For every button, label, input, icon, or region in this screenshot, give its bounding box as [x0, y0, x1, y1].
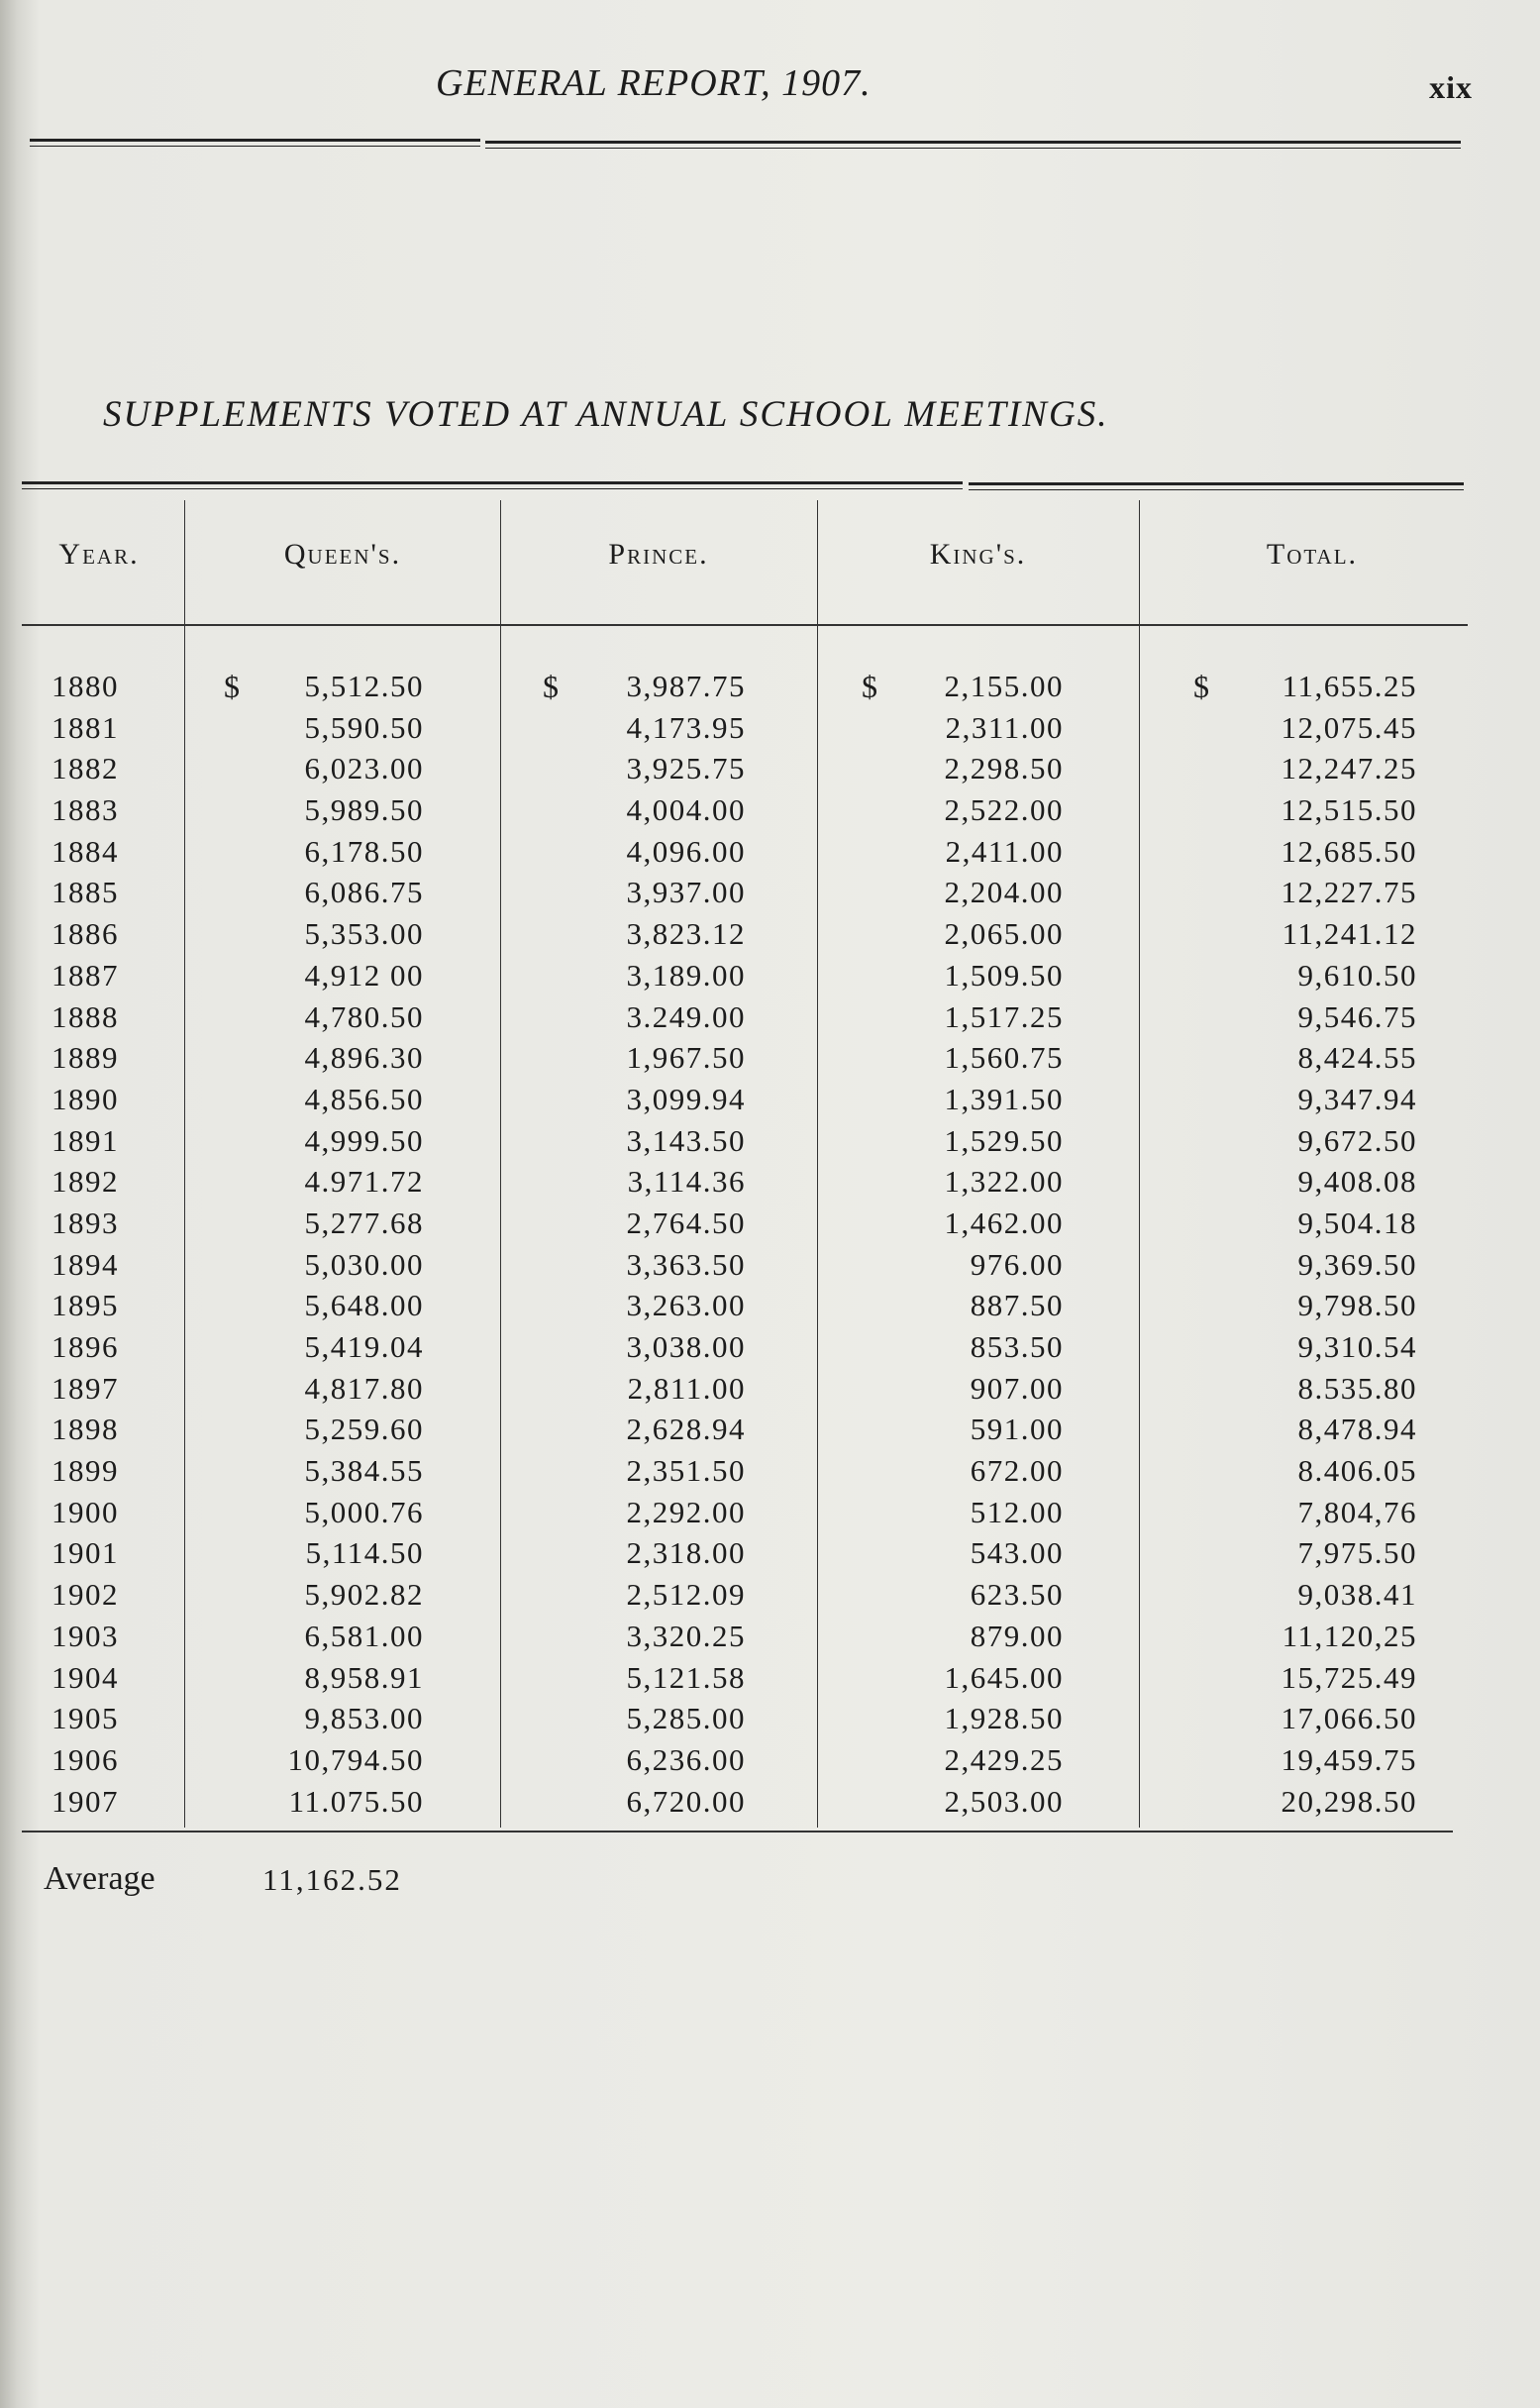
queens-cell: 11.075.50: [288, 1783, 424, 1819]
kings-cell: 907.00: [970, 1370, 1064, 1406]
table-row: [0, 1205, 1540, 1247]
table-body: [0, 669, 1540, 1825]
table-row: [0, 792, 1540, 834]
header-total: Total.: [1266, 538, 1359, 571]
kings-cell: 1,645.00: [944, 1659, 1064, 1695]
table-row: [0, 1619, 1540, 1660]
year-cell: 1900: [51, 1494, 119, 1529]
kings-cell: 2,204.00: [944, 875, 1064, 910]
total-cell: 8.535.80: [1297, 1370, 1417, 1406]
year-cell: 1885: [51, 875, 119, 910]
total-cell: 9,546.75: [1297, 998, 1417, 1034]
table-row: [0, 1701, 1540, 1742]
prince-cell: 1,967.50: [626, 1040, 746, 1076]
prince-cell: 3,937.00: [626, 875, 746, 910]
table-title: SUPPLEMENTS VOTED AT ANNUAL SCHOOL MEETINGS.: [103, 394, 1109, 435]
prince-cell: 4,173.95: [626, 709, 746, 745]
prince-cell: 3,320.25: [626, 1618, 746, 1653]
table-row: [0, 1784, 1540, 1826]
average-label: Average: [44, 1860, 155, 1897]
queens-cell: 5,259.60: [304, 1412, 424, 1447]
queens-cell: 5,000.76: [304, 1494, 424, 1529]
year-cell: 1884: [51, 833, 119, 869]
kings-cell: 1,509.50: [944, 957, 1064, 993]
prince-cell: 6,720.00: [626, 1783, 746, 1819]
queens-cell: 6,086.75: [304, 875, 424, 910]
prince-cell: 2,351.50: [626, 1453, 746, 1489]
table-row: [0, 669, 1540, 710]
total-cell: 15,725.49: [1281, 1659, 1417, 1695]
table-row: [0, 1247, 1540, 1289]
total-cell: 12,685.50: [1281, 833, 1417, 869]
total-cell: 12,515.50: [1281, 792, 1417, 828]
kings-cell: 2,155.00: [944, 669, 1064, 703]
kings-cell: 2,429.25: [944, 1741, 1064, 1777]
header-rule-left: [30, 139, 480, 147]
kings-cell: 2,065.00: [944, 916, 1064, 952]
year-cell: 1895: [51, 1288, 119, 1323]
total-cell: 19,459.75: [1281, 1741, 1417, 1777]
kings-cell: 853.50: [970, 1329, 1064, 1364]
queens-cell: 10,794.50: [287, 1741, 424, 1777]
year-cell: 1890: [51, 1081, 119, 1116]
year-cell: 1897: [51, 1370, 119, 1406]
total-cell: 9,310.54: [1297, 1329, 1417, 1364]
queens-cell: 6,023.00: [304, 751, 424, 786]
total-cell: 11,241.12: [1282, 916, 1417, 952]
total-cell: 12,247.25: [1281, 751, 1417, 786]
year-cell: 1886: [51, 916, 119, 952]
running-head: [0, 61, 1540, 121]
kings-cell: 879.00: [970, 1618, 1064, 1653]
kings-cell: 2,522.00: [944, 792, 1064, 828]
table-row: [0, 1082, 1540, 1123]
kings-cell: 887.50: [970, 1288, 1064, 1323]
table-row: [0, 751, 1540, 792]
dollar-sign-prince: $: [543, 669, 559, 704]
prince-cell: 3,925.75: [626, 751, 746, 786]
prince-cell: 3,114.36: [627, 1164, 746, 1200]
prince-cell: 4,004.00: [626, 792, 746, 828]
queens-cell: 5,353.00: [304, 916, 424, 952]
queens-cell: 4.971.72: [304, 1164, 424, 1200]
kings-cell: 2,298.50: [944, 751, 1064, 786]
dollar-sign-queens: $: [224, 669, 240, 704]
average-value: 11,162.52: [262, 1862, 402, 1897]
prince-cell: 6,236.00: [626, 1741, 746, 1777]
year-cell: 1882: [51, 751, 119, 786]
table-row: [0, 1123, 1540, 1165]
table-row: [0, 999, 1540, 1041]
total-cell: 9,672.50: [1297, 1122, 1417, 1158]
header-rule-right: [485, 141, 1461, 149]
queens-cell: 5,277.68: [304, 1204, 424, 1240]
table-row: [0, 1660, 1540, 1702]
prince-cell: 3.249.00: [626, 998, 746, 1034]
kings-cell: 1,928.50: [944, 1701, 1064, 1736]
header-year: Year.: [58, 538, 140, 571]
total-cell: 12,227.75: [1281, 875, 1417, 910]
table-row: [0, 710, 1540, 752]
queens-cell: 9,853.00: [304, 1701, 424, 1736]
table-top-rule-right: [969, 482, 1464, 490]
queens-cell: 4,817.80: [304, 1370, 424, 1406]
kings-cell: 1,462.00: [944, 1204, 1064, 1240]
total-cell: 17,066.50: [1281, 1701, 1417, 1736]
prince-cell: 5,121.58: [626, 1659, 746, 1695]
year-cell: 1893: [51, 1204, 119, 1240]
year-cell: 1887: [51, 957, 119, 993]
kings-cell: 512.00: [970, 1494, 1064, 1529]
header-queens: Queen's.: [283, 538, 402, 571]
table-row: [0, 875, 1540, 916]
prince-cell: 3,143.50: [626, 1122, 746, 1158]
prince-cell: 4,096.00: [626, 833, 746, 869]
year-cell: 1907: [51, 1783, 119, 1819]
table-row: [0, 1412, 1540, 1453]
queens-cell: 5,419.04: [304, 1329, 424, 1364]
table-row: [0, 1288, 1540, 1329]
table-row: [0, 1329, 1540, 1371]
prince-cell: 3,189.00: [626, 957, 746, 993]
running-title: GENERAL REPORT, 1907.: [436, 62, 872, 104]
year-cell: 1905: [51, 1701, 119, 1736]
prince-cell: 2,292.00: [626, 1494, 746, 1529]
table-row: [0, 1535, 1540, 1577]
queens-cell: 5,590.50: [304, 709, 424, 745]
prince-cell: 3,038.00: [626, 1329, 746, 1364]
total-cell: 11,120,25: [1282, 1618, 1417, 1653]
total-cell: 12,075.45: [1281, 709, 1417, 745]
year-cell: 1896: [51, 1329, 119, 1364]
year-cell: 1888: [51, 998, 119, 1034]
table-row: [0, 916, 1540, 958]
kings-cell: 543.00: [970, 1535, 1064, 1571]
prince-cell: 5,285.00: [626, 1701, 746, 1736]
page-number: xix: [1429, 69, 1473, 105]
prince-cell: 3,099.94: [626, 1081, 746, 1116]
kings-cell: 2,503.00: [944, 1783, 1064, 1819]
kings-cell: 1,517.25: [944, 998, 1064, 1034]
year-cell: 1904: [51, 1659, 119, 1695]
year-cell: 1903: [51, 1618, 119, 1653]
year-cell: 1883: [51, 792, 119, 828]
queens-cell: 5,384.55: [304, 1453, 424, 1489]
kings-cell: 672.00: [970, 1453, 1064, 1489]
kings-cell: 623.50: [970, 1577, 1064, 1613]
year-cell: 1891: [51, 1122, 119, 1158]
total-cell: 7,975.50: [1297, 1535, 1417, 1571]
total-cell: 20,298.50: [1281, 1783, 1417, 1819]
prince-cell: 2,318.00: [626, 1535, 746, 1571]
table-row: [0, 1371, 1540, 1413]
year-cell: 1906: [51, 1741, 119, 1777]
prince-cell: 3,263.00: [626, 1288, 746, 1323]
total-cell: 9,610.50: [1297, 957, 1417, 993]
year-cell: 1901: [51, 1535, 119, 1571]
queens-cell: 5,648.00: [304, 1288, 424, 1323]
total-cell: 11,655.25: [1282, 669, 1417, 703]
table-row: [0, 834, 1540, 876]
kings-cell: 591.00: [970, 1412, 1064, 1447]
kings-cell: 1,322.00: [944, 1164, 1064, 1200]
total-cell: 9,038.41: [1297, 1577, 1417, 1613]
table-row: [0, 1495, 1540, 1536]
year-cell: 1898: [51, 1412, 119, 1447]
header-kings: King's.: [929, 538, 1027, 571]
queens-cell: 4,780.50: [304, 998, 424, 1034]
year-cell: 1902: [51, 1577, 119, 1613]
table-row: [0, 1742, 1540, 1784]
prince-cell: 3,363.50: [626, 1246, 746, 1282]
queens-cell: 4,896.30: [304, 1040, 424, 1076]
total-cell: 9,347.94: [1297, 1081, 1417, 1116]
year-cell: 1881: [51, 709, 119, 745]
queens-cell: 4,999.50: [304, 1122, 424, 1158]
table-top-rule-left: [22, 481, 963, 489]
queens-cell: 5,030.00: [304, 1246, 424, 1282]
queens-cell: 5,902.82: [304, 1577, 424, 1613]
queens-cell: 6,178.50: [304, 833, 424, 869]
table-row: [0, 1164, 1540, 1205]
total-cell: 9,798.50: [1297, 1288, 1417, 1323]
prince-cell: 2,512.09: [626, 1577, 746, 1613]
total-cell: 8.406.05: [1297, 1453, 1417, 1489]
year-cell: 1894: [51, 1246, 119, 1282]
kings-cell: 1,529.50: [944, 1122, 1064, 1158]
table-row: [0, 958, 1540, 999]
total-cell: 7,804,76: [1297, 1494, 1417, 1529]
header-prince: Prince.: [608, 538, 709, 571]
kings-cell: 976.00: [970, 1246, 1064, 1282]
header-bottom-rule: [22, 624, 1468, 626]
queens-cell: 6,581.00: [304, 1618, 424, 1653]
kings-cell: 1,391.50: [944, 1081, 1064, 1116]
prince-cell: 2,811.00: [627, 1370, 746, 1406]
year-cell: 1880: [51, 669, 119, 703]
prince-cell: 2,628.94: [626, 1412, 746, 1447]
dollar-sign-total: $: [1193, 669, 1209, 704]
year-cell: 1899: [51, 1453, 119, 1489]
year-cell: 1889: [51, 1040, 119, 1076]
queens-cell: 4,912 00: [304, 957, 424, 993]
queens-cell: 5,989.50: [304, 792, 424, 828]
kings-cell: 1,560.75: [944, 1040, 1064, 1076]
dollar-sign-kings: $: [862, 669, 877, 704]
total-cell: 8,478.94: [1297, 1412, 1417, 1447]
year-cell: 1892: [51, 1164, 119, 1200]
prince-cell: 3,987.75: [626, 669, 746, 703]
queens-cell: 5,512.50: [304, 669, 424, 703]
kings-cell: 2,411.00: [945, 833, 1064, 869]
total-cell: 9,369.50: [1297, 1246, 1417, 1282]
prince-cell: 2,764.50: [626, 1204, 746, 1240]
queens-cell: 8,958.91: [304, 1659, 424, 1695]
total-cell: 9,504.18: [1297, 1204, 1417, 1240]
queens-cell: 5,114.50: [305, 1535, 424, 1571]
kings-cell: 2,311.00: [945, 709, 1064, 745]
table-row: [0, 1453, 1540, 1495]
queens-cell: 4,856.50: [304, 1081, 424, 1116]
total-cell: 9,408.08: [1297, 1164, 1417, 1200]
table-row: [0, 1040, 1540, 1082]
table-bottom-rule: [22, 1831, 1453, 1832]
table-row: [0, 1577, 1540, 1619]
total-cell: 8,424.55: [1297, 1040, 1417, 1076]
prince-cell: 3,823.12: [626, 916, 746, 952]
